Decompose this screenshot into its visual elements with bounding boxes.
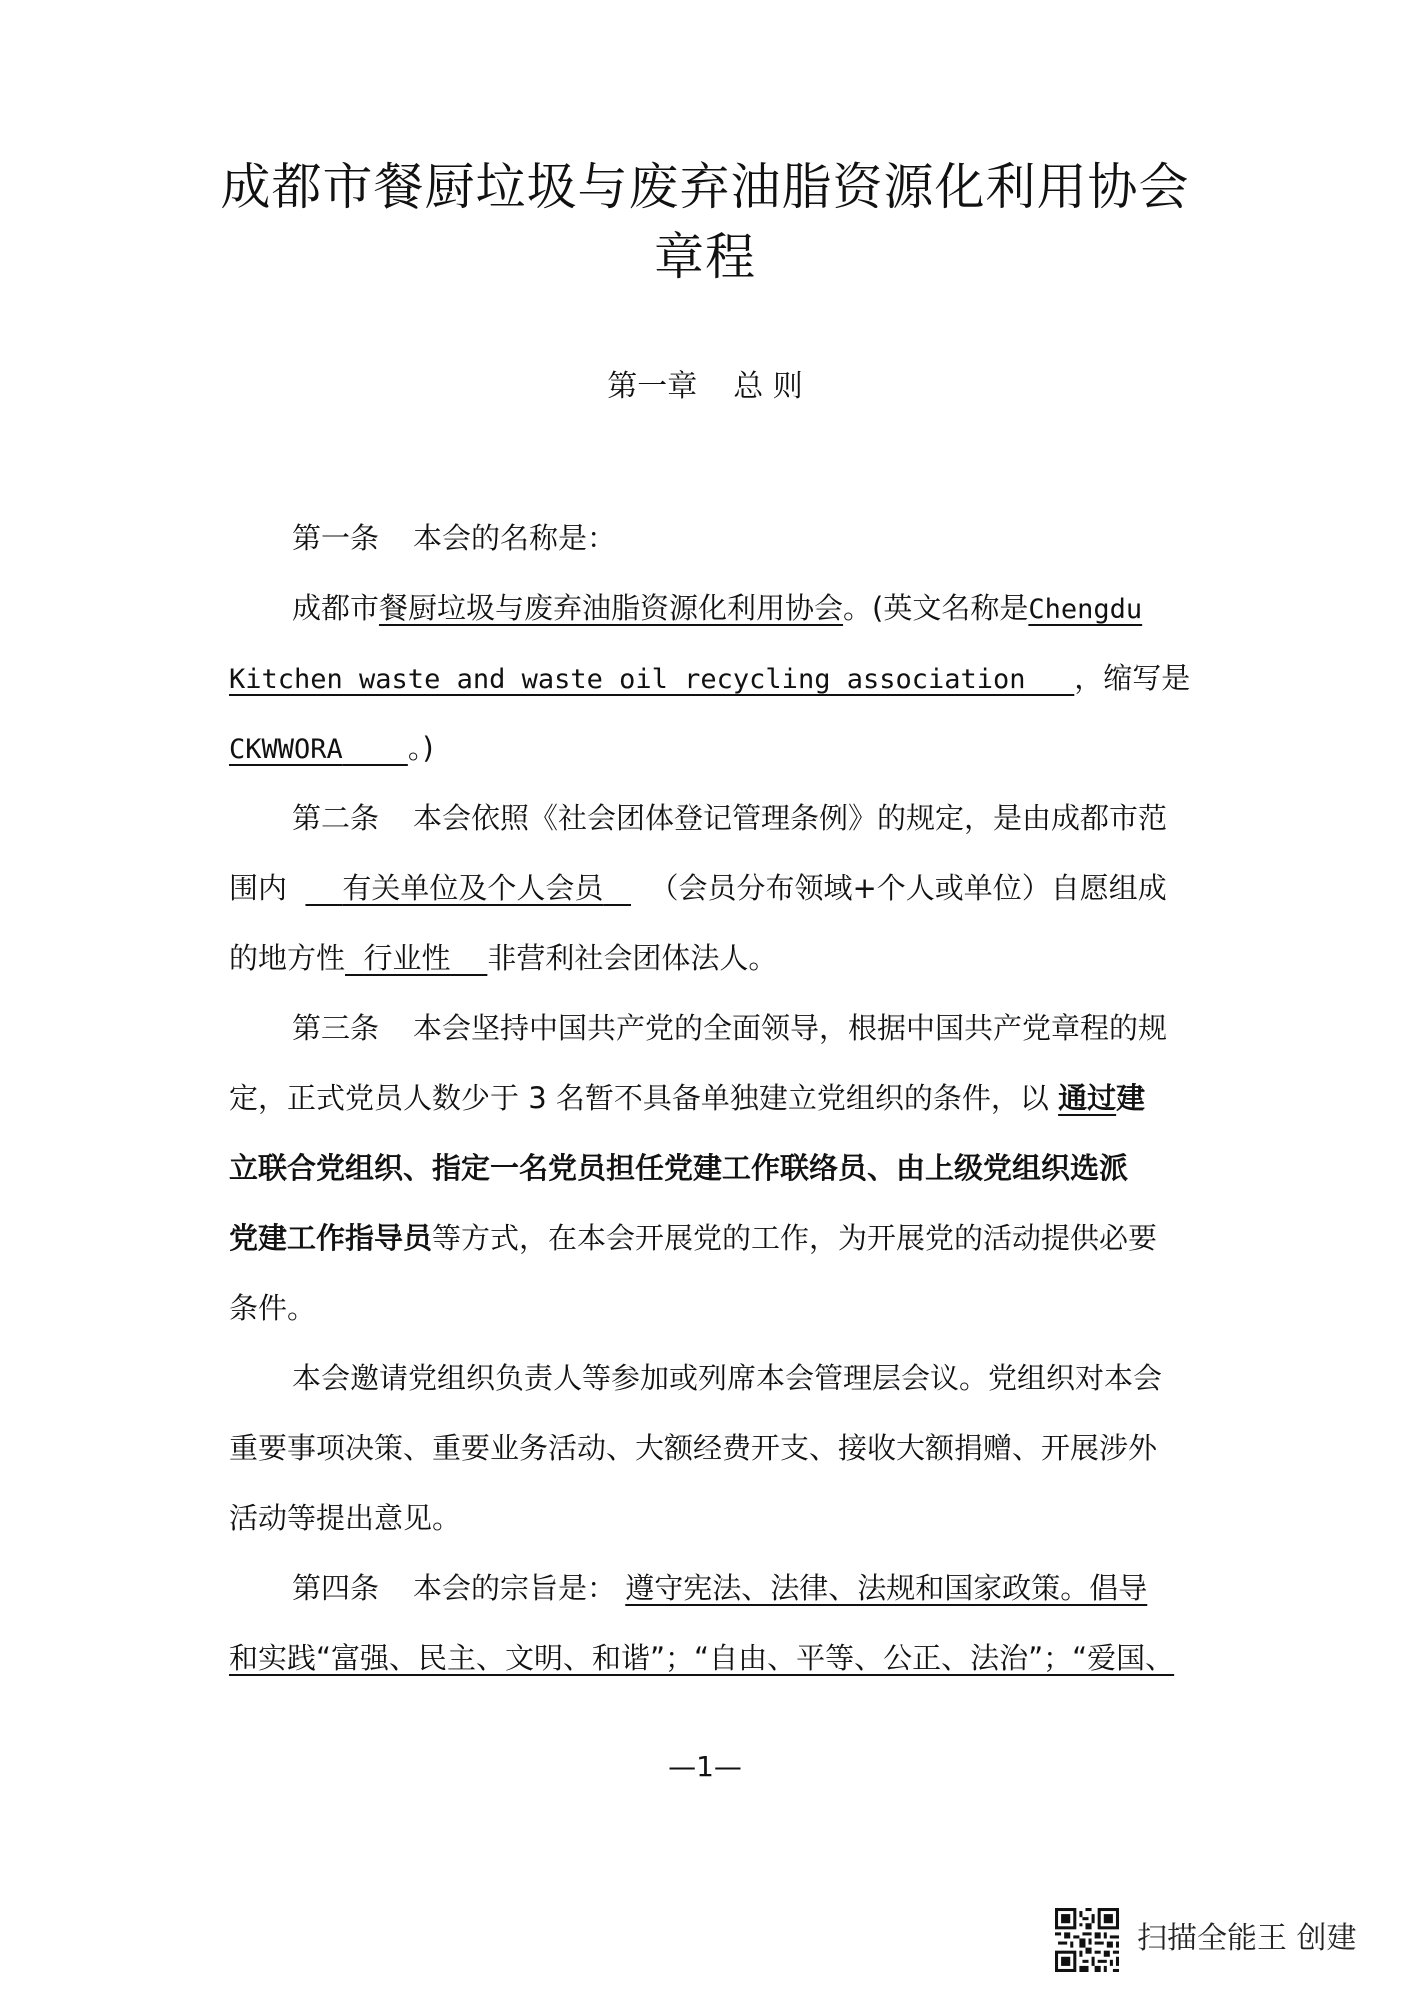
page-number: —1— bbox=[668, 1750, 742, 1783]
article-2-line-3: 的地方性 行业性 非营利社会团体法人。 bbox=[229, 941, 778, 975]
qr-code-icon bbox=[1055, 1908, 1119, 1972]
article-3-line-3: 立联合党组织、指定一名党员担任党建工作联络员、由上级党组织选派 bbox=[229, 1151, 1129, 1185]
party-paragraph-line-2: 重要事项决策、重要业务活动、大额经费开支、接收大额捐赠、开展涉外 bbox=[229, 1431, 1158, 1465]
party-paragraph-line-3: 活动等提出意见。 bbox=[229, 1501, 462, 1535]
article-2-heading: 第二条 bbox=[292, 801, 380, 835]
article-1-heading: 第一条 bbox=[292, 521, 380, 555]
article-1-line-1: 第一条 本会的名称是： bbox=[292, 521, 617, 555]
title-line-1: 成都市餐厨垃圾与废弃油脂资源化利用协会 bbox=[220, 158, 1190, 216]
english-name-part2: Kitchen waste and waste oil recycling association bbox=[229, 664, 1026, 695]
article-4-heading: 第四条 bbox=[292, 1571, 380, 1605]
party-method-underlined: 通过 bbox=[1058, 1081, 1117, 1115]
party-paragraph-line-1: 本会邀请党组织负责人等参加或列席本会管理层会议。党组织对本会 bbox=[292, 1361, 1163, 1395]
member-scope-field: 有关单位及个人会员 bbox=[342, 871, 604, 905]
title-line-2: 章程 bbox=[654, 228, 756, 286]
article-3-line-1: 第三条 本会坚持中国共产党的全面领导，根据中国共产党章程的规 bbox=[292, 1011, 1168, 1045]
chapter-heading bbox=[0, 369, 1410, 404]
organization-type-field: 行业性 bbox=[363, 941, 451, 975]
english-name-part1: Chengdu bbox=[1028, 594, 1143, 625]
org-name-field: 餐厨垃圾与废弃油脂资源化利用协会 bbox=[379, 591, 844, 625]
chapter-name: 总 则 bbox=[733, 369, 803, 404]
purpose-underlined: 遵守宪法、法律、法规和国家政策。倡导 bbox=[625, 1571, 1148, 1605]
article-2-line-2: 围内 有关单位及个人会员 （会员分布领域+个人或单位）自愿组成 bbox=[229, 871, 1167, 905]
article-3-line-2: 定，正式党员人数少于 3 名暂不具备单独建立党组织的条件，以 通过建 bbox=[229, 1081, 1146, 1115]
article-4-line-1: 第四条 本会的宗旨是： 遵守宪法、法律、法规和国家政策。倡导 bbox=[292, 1571, 1148, 1605]
article-2-line-1: 第二条 本会依照《社会团体登记管理条例》的规定，是由成都市范 bbox=[292, 801, 1168, 835]
article-3-line-5: 条件。 bbox=[229, 1291, 317, 1325]
abbreviation-field: CKWWORA bbox=[229, 734, 343, 765]
article-1-line-4: CKWWORA 。) bbox=[229, 731, 434, 765]
scanner-watermark bbox=[1055, 1908, 1385, 1974]
article-3-heading: 第三条 bbox=[292, 1011, 380, 1045]
article-1-line-3: Kitchen waste and waste oil recycling association ，缩写是 bbox=[229, 661, 1191, 695]
chapter-number: 第一章 bbox=[607, 369, 698, 404]
article-4-line-2: 和实践“富强、民主、文明、和谐”；“自由、平等、公正、法治”；“爱国、 bbox=[229, 1641, 1175, 1675]
article-3-line-4: 党建工作指导员等方式，在本会开展党的工作，为开展党的活动提供必要 bbox=[229, 1221, 1158, 1255]
scanner-label: 扫描全能王 创建 bbox=[1137, 1921, 1357, 1956]
article-1-line-2: 成都市餐厨垃圾与废弃油脂资源化利用协会。(英文名称是Chengdu bbox=[292, 591, 1143, 625]
